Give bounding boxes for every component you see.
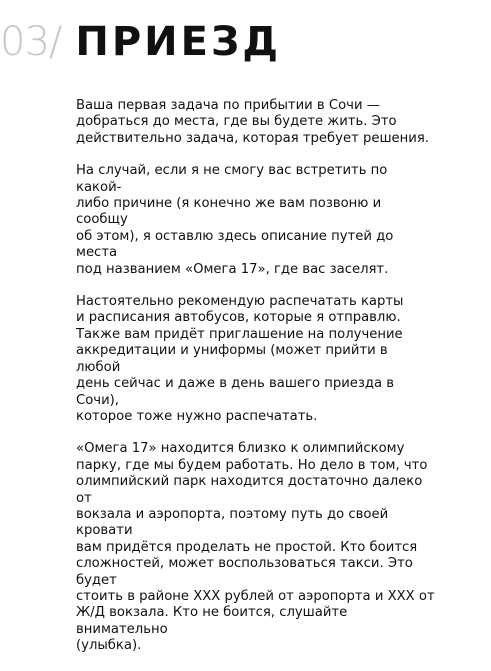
chapter-number: 03/ [0, 19, 62, 65]
paragraph-print-advice: Настоятельно рекомендую распечатать карты и расписания автобусов, которые я отправлю. Также вам придёт приглашение на получение аккредитации и униформы (может прийти в любой день сейчас и даже в день вашего приезда в Сочи), которое тоже нужно распечатать. [76, 294, 404, 424]
paragraph-intro: Ваша первая задача по прибытии в Сочи — добраться до места, где вы будете жить. Это действительно задача, которая требует решения. [76, 98, 429, 146]
paragraph-contingency: На случай, если я не смогу вас встретить по какой- либо причине (я конечно же вам позвоню и сообщу об этом), я оставлю здесь описание путей до места под названием «Омега 17», где вас заселят. [76, 163, 394, 277]
page-header [0, 14, 281, 70]
chapter-title: ПРИЕЗД [75, 19, 282, 65]
article-body [76, 98, 436, 671]
paragraph-location: «Омега 17» находится близко к олимпийскому парку, где мы будем работать. Но дело в том, что олимпийский парк находится достаточно далеко от вокзала и аэропорта, поэтому путь до своей кровати вам придётся проделать не простой. Кто боится сложностей, может воспользоваться такси. Это будет стоить в районе ХХХ рублей от аэропорта и ХХХ от Ж/Д вокзала. Кто не боится, слушайте внимательно (улыбка). [76, 441, 435, 654]
